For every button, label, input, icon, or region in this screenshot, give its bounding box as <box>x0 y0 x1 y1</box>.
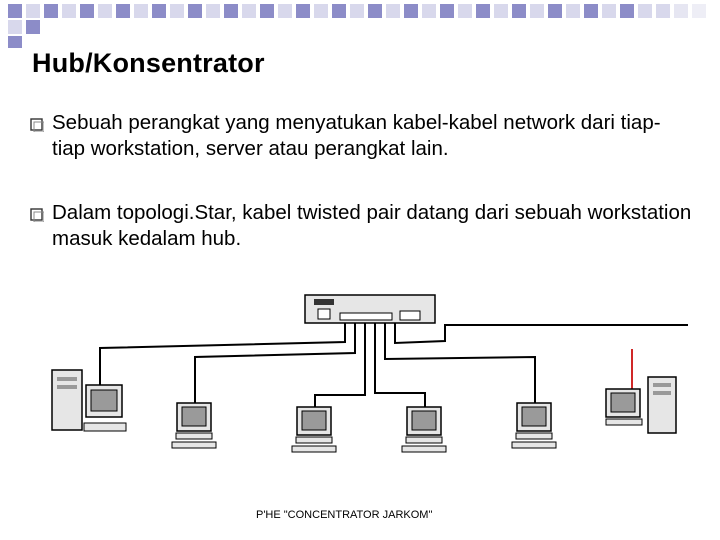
workstation-icon <box>172 403 216 448</box>
server-tower-icon <box>52 370 126 431</box>
checkbox-bullet-icon <box>30 208 44 222</box>
workstation-icon <box>402 407 446 452</box>
bullet-text: Sebuah perangkat yang menyatukan kabel-kabel network dari tiap-tiap workstation, server atau perangkat lain. <box>52 111 661 160</box>
server-tower-icon <box>606 377 676 433</box>
cables <box>100 323 688 407</box>
workstation-icon <box>292 407 336 452</box>
bullet-text: Dalam topologi.Star, kabel twisted pair datang dari sebuah workstation masuk kedalam hub. <box>52 201 692 250</box>
star-topology-diagram <box>0 285 720 510</box>
slide-footer: P'HE "CONCENTRATOR JARKOM" <box>256 509 433 521</box>
slide-title: Hub/Konsentrator <box>32 48 265 78</box>
workstation-icon <box>512 403 556 448</box>
network-hub-icon <box>305 295 435 323</box>
header-decoration <box>0 0 720 50</box>
checkbox-bullet-icon <box>30 118 44 132</box>
